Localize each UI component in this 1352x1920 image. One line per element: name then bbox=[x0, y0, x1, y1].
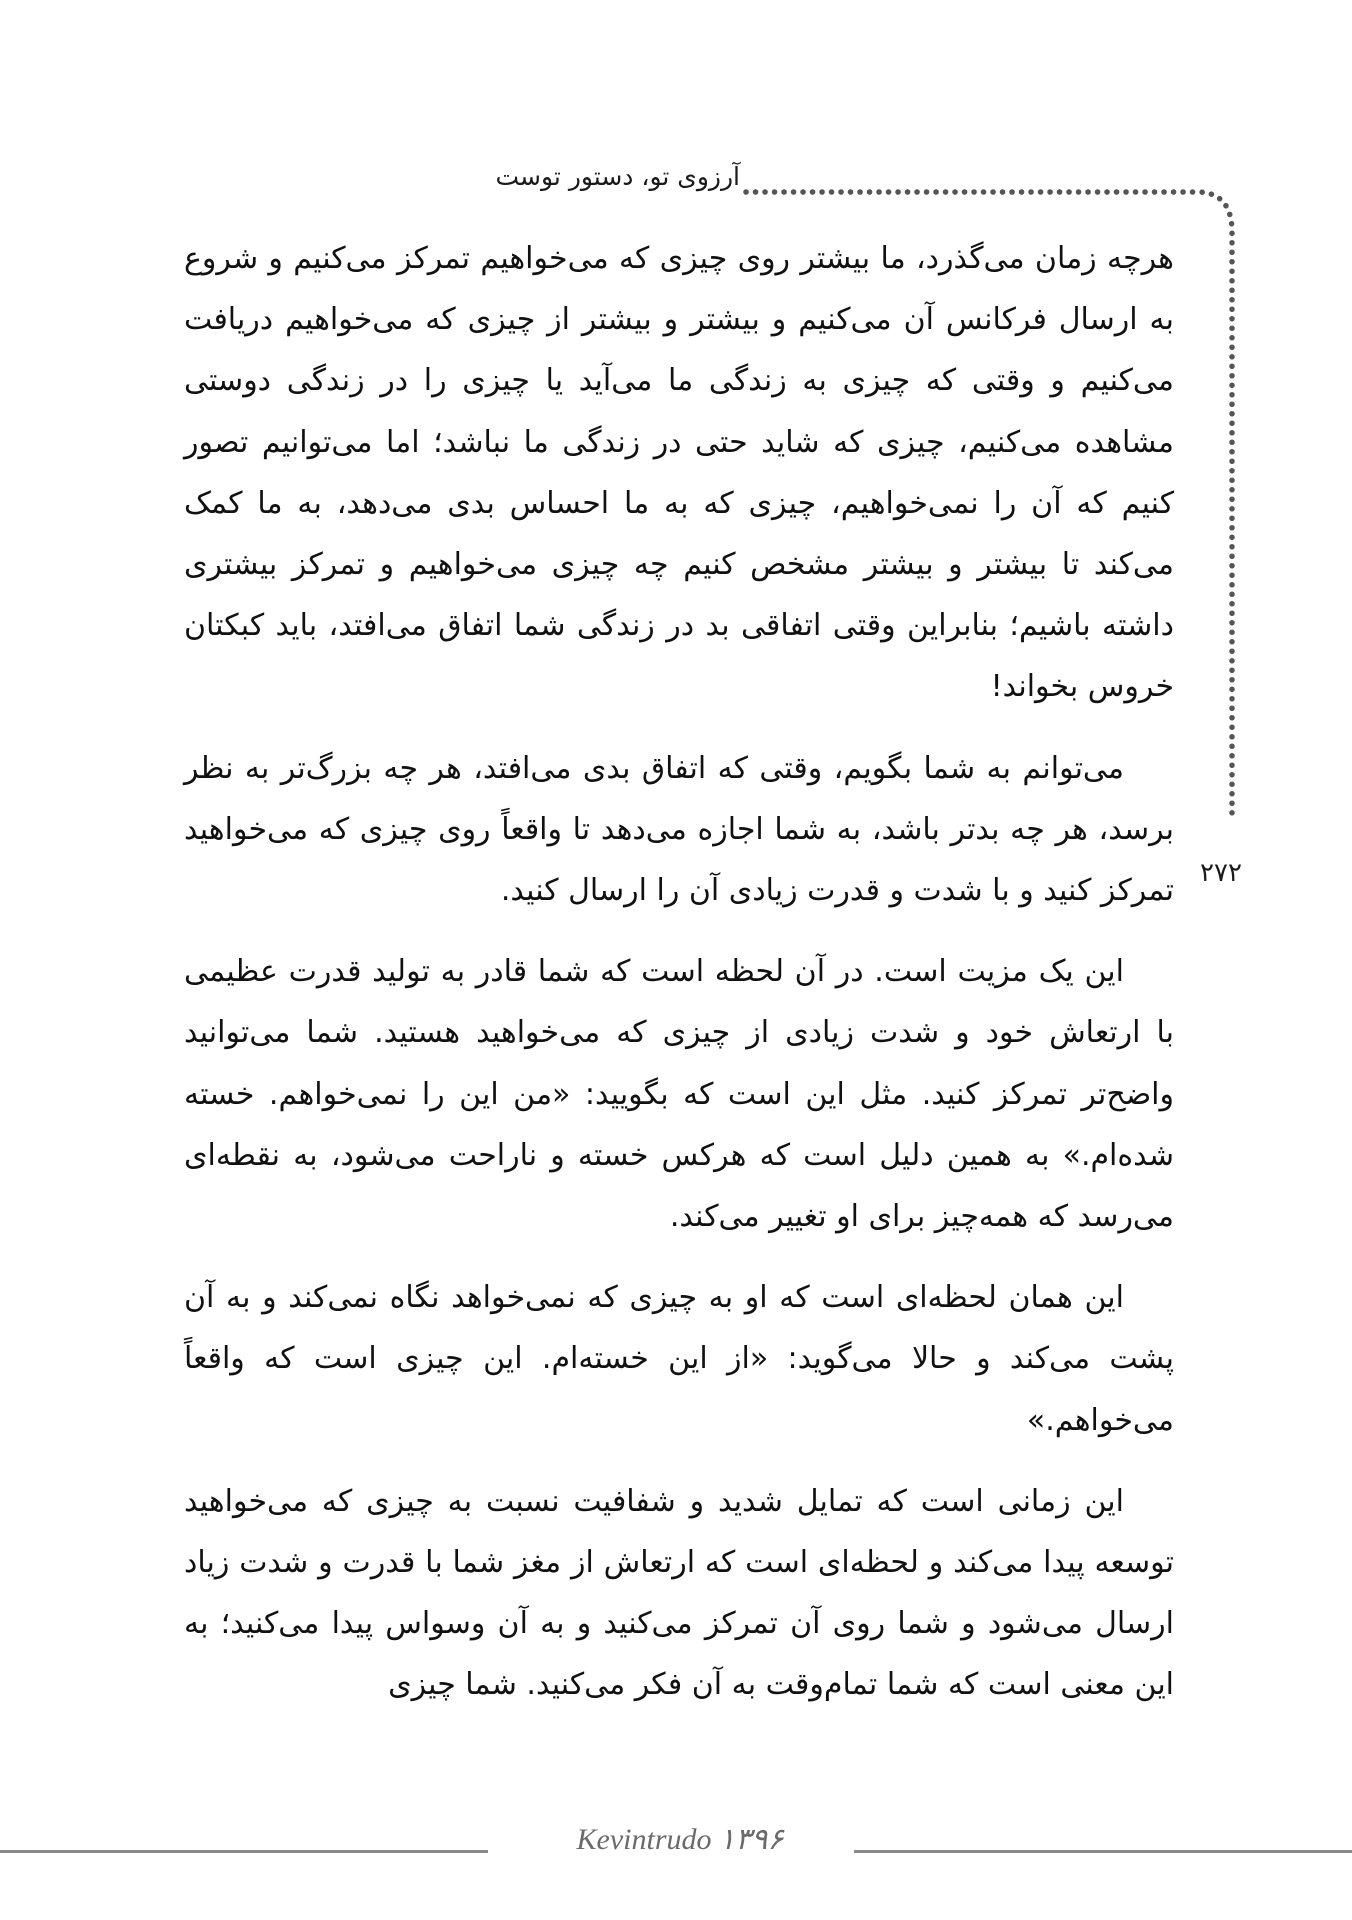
paragraph: این همان لحظه‌ای است که او به چیزی که نمی‌خواهد نگاه نمی‌کند و به آن پشت می‌کند و حالا می‌گوید: «از این خسته‌ام. این چیزی است که واقعاً می‌خواهم.» bbox=[184, 1280, 1174, 1438]
paragraph: این زمانی است که تمایل شدید و شفافیت نسبت به چیزی که می‌خواهید توسعه پیدا می‌کند و لحظه‌ای است که ارتعاش از مغز شما با قدرت و شدت زیاد ارسال می‌شود و شما روی آن تمرکز می‌کنید و به آن وسواس پیدا می‌کنید؛ به این معنی است که شما تمام‌وقت به آن فکر می‌کنید. شما چیزی bbox=[184, 1483, 1174, 1703]
paragraph: می‌توانم به شما بگویم، وقتی که اتفاق بدی می‌افتد، هر چه بزرگ‌تر به نظر برسد، هر چه بدتر باشد، به شما اجازه می‌دهد تا واقعاً روی چیزی که می‌خواهید تمرکز کنید و با شدت و قدرت زیادی آن را ارسال کنید. bbox=[184, 750, 1174, 909]
footer-rule-left bbox=[0, 1850, 488, 1853]
paragraph: هرچه زمان می‌گذرد، ما بیشتر روی چیزی که می‌خواهیم تمرکز می‌کنیم و شروع به ارسال فرکانس آن می‌کنیم و بیشتر و بیشتر از چیزی که می‌خواهیم دریافت می‌کنیم و وقتی که چیزی به زندگی ما می‌آید یا چیزی را در زندگی دوستی مشاهده می‌کنیم، چیزی که شاید حتی در زندگی ما نباشد؛ اما می‌توانیم تصور کنیم که آن را نمی‌خواهیم، چیزی که به ما احساس بدی می‌دهد، به ما کمک می‌کند تا بیشتر و بیشتر مشخص کنیم چه چیزی می‌خواهیم و تمرکز بیشتری داشته باشیم؛ بنابراین وقتی اتفاقی بد در زندگی شما اتفاق می‌افتد، باید کبکتان خروس بخواند! bbox=[184, 241, 1174, 705]
page-number: ۲۷۲ bbox=[1200, 858, 1242, 888]
footer-rule-right bbox=[854, 1850, 1352, 1853]
body-text bbox=[184, 228, 1174, 1736]
paragraph: این یک مزیت است. در آن لحظه است که شما قادر به تولید قدرت عظیمی با ارتعاش خود و شدت زیادی از چیزی که می‌خواهید هستید. شما می‌توانید واضح‌تر تمرکز کنید. مثل این است که بگویید: «من این را نمی‌خواهم. خسته شده‌ام.» به همین دلیل است که هرکس خسته و ناراحت می‌شود، به نقطه‌ای می‌رسد که همه‌چیز برای او تغییر می‌کند. bbox=[184, 954, 1174, 1235]
running-header-title: آرزوی تو، دستور توست bbox=[495, 162, 740, 191]
footer-credit: Kevintrudo ۱۳۹۶ bbox=[576, 1823, 784, 1856]
